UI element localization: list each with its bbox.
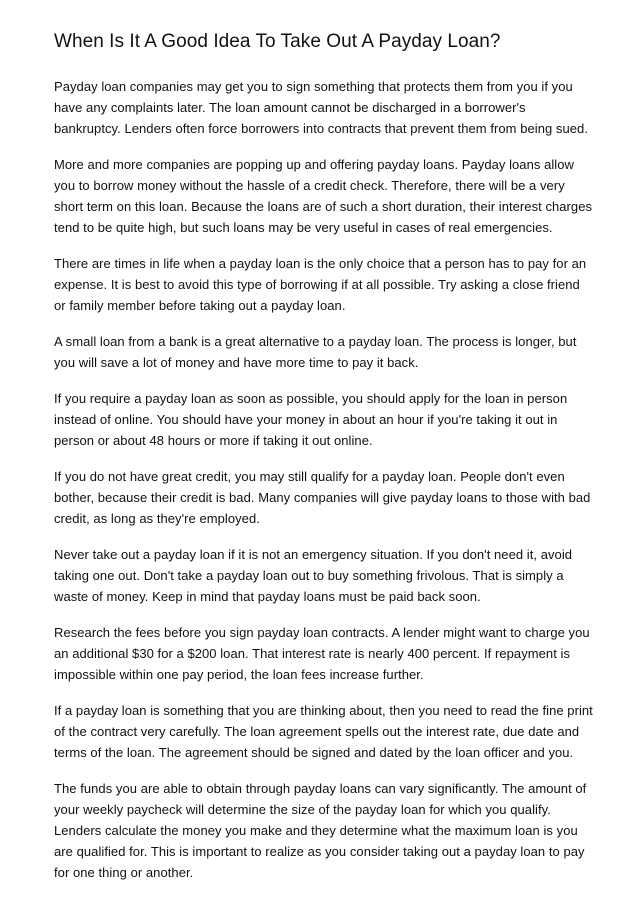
paragraph-6: If you do not have great credit, you may still qualify for a payday loan. People don't even bother, because their credit is bad. Many companies will give payday loans to those with bad credit, as long as they're employed. bbox=[54, 469, 591, 526]
paragraph-5: If you require a payday loan as soon as possible, you should apply for the loan in person instead of online. You should have your money in about an hour if you're taking it out in person or about 48 hours or more if taking it out online. bbox=[54, 391, 568, 448]
paragraph-7: Never take out a payday loan if it is not an emergency situation. If you don't need it, avoid taking one out. Don't take a payday loan out to buy something frivolous. That is simply a waste of money. Keep in mind that payday loans must be paid back soon. bbox=[54, 547, 573, 604]
paragraph-8: Research the fees before you sign payday loan contracts. A lender might want to charge you an additional $30 for a $200 loan. That interest rate is nearly 400 percent. If repayment is impossible within one pay period, the loan fees increase further. bbox=[54, 625, 590, 682]
document-title: When Is It A Good Idea To Take Out A Payday Loan? bbox=[54, 31, 501, 52]
paragraph-9: If a payday loan is something that you are thinking about, then you need to read the fine print of the contract very carefully. The loan agreement spells out the interest rate, due date and terms of the loan. The agreement should be signed and dated by the loan officer and you. bbox=[54, 703, 593, 760]
paragraph-4: A small loan from a bank is a great alternative to a payday loan. The process is longer, but you will save a lot of money and have more time to pay it back. bbox=[54, 334, 577, 370]
paragraph-2: More and more companies are popping up and offering payday loans. Payday loans allow you to borrow money without the hassle of a credit check. Therefore, there will be a very short term on this loan. Because the loans are of such a short duration, their interest charges tend to be quite high, but such loans may be very useful in cases of real emergencies. bbox=[54, 157, 593, 235]
paragraph-10: The funds you are able to obtain through payday loans can vary significantly. The amount of your weekly paycheck will determine the size of the payday loan for which you qualify. Lenders calculate the money you make and they determine what the maximum loan is you are qualified for. This is important to realize as you consider taking out a payday loan to pay for one thing or another. bbox=[54, 781, 587, 880]
document-page bbox=[54, 30, 594, 898]
paragraph-3: There are times in life when a payday loan is the only choice that a person has to pay for an expense. It is best to avoid this type of borrowing if at all possible. Try asking a close friend or family member before taking out a payday loan. bbox=[54, 256, 587, 313]
paragraph-1: Payday loan companies may get you to sign something that protects them from you if you have any complaints later. The loan amount cannot be discharged in a borrower's bankruptcy. Lenders often force borrowers into contracts that prevent them from being sued. bbox=[54, 79, 588, 136]
